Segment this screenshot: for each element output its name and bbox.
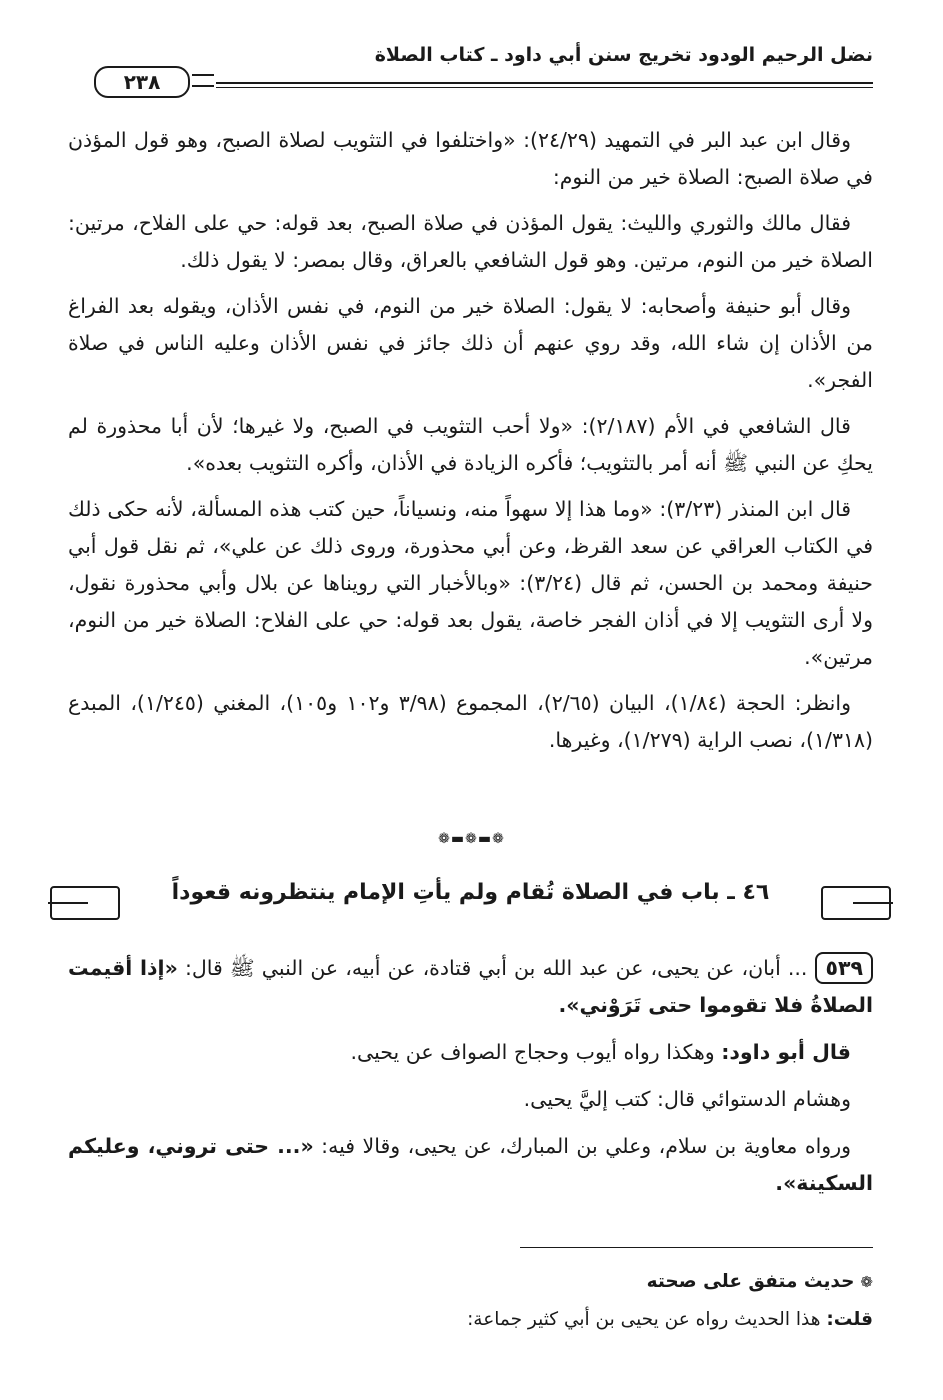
- commentary-text: [68, 122, 873, 768]
- paragraph-ibn-abd-al-barr: وقال ابن عبد البر في التمهيد (٢٤/٢٩): «واختلفوا في التثويب لصلاة الصبح، وهو قول المؤذن في صلاة الصبح: الصلاة خير من النوم:: [68, 128, 873, 189]
- muawiya-matn: «... حتى تروني، وعليكم السكينة».: [68, 1134, 873, 1195]
- qult-label: قلت:: [826, 1309, 873, 1330]
- paragraph-references: وانظر: الحجة (١/٨٤)، البيان (٢/٦٥)، المجموع (٣/٩٨ و١٠٢ و١٠٥)، المغني (١/٢٤٥)، المبدع (١/٣١٨)، نصب الراية (١/٢٧٩)، وغيرها.: [68, 691, 873, 752]
- page-number-frame: [68, 64, 216, 104]
- footnote-rule: [520, 1247, 873, 1248]
- footnote-agreed: [68, 1265, 873, 1299]
- page-number: ٢٣٨: [94, 66, 190, 98]
- paragraph-ibn-al-mundhir: قال ابن المنذر (٣/٢٣): «وما هذا إلا سهواً منه، ونسياناً، حين كتب هذه المسألة، لأنه حكى ذلك في الكتاب العراقي عن سعد القرظ، وعن أبي محذورة، وروى ذلك عن علي»، ثم نقل قول أبي حنيفة ومحمد بن الحسن، ثم قال (٣/٢٤): «وبالأخبار التي رويناها عن بلال وأبي محذورة نقول، ولا أرى التثويب إلا في أذان الفجر خاصة، يقول بعد قوله: حي على الفلاح: الصلاة خير من النوم، مرتين».: [68, 497, 873, 669]
- muawiya-note: [68, 1128, 873, 1202]
- footnote-qult: [68, 1303, 873, 1337]
- chapter-ornament-right-icon: [821, 886, 891, 920]
- abu-dawud-text: وهكذا رواه أيوب وحجاج الصواف عن يحيى.: [350, 1040, 722, 1064]
- bullet-ornament-icon: ❁: [860, 1273, 873, 1291]
- paragraph-shafii: قال الشافعي في الأم (٢/١٨٧): «ولا أحب التثويب في الصبح، ولا غيرها؛ لأن أبا محذورة لم يحكِ عن النبي ﷺ أنه أمر بالتثويب؛ فأكره الزيادة في الأذان، وأكره التثويب بعده».: [68, 414, 873, 475]
- qult-text: هذا الحديث رواه عن يحيى بن أبي كثير جماعة:: [467, 1309, 827, 1330]
- paragraph-malik: فقال مالك والثوري والليث: يقول المؤذن في صلاة الصبح، بعد قوله: حي على الفلاح، مرتين: الصلاة خير من النوم، مرتين. وهو قول الشافعي بالعراق، وقال بمصر: لا يقول ذلك.: [68, 211, 873, 272]
- hadith-text: [68, 950, 873, 1024]
- footnote-agreed-text: حديث متفق على صحته: [646, 1271, 855, 1292]
- paragraph-abu-hanifa: وقال أبو حنيفة وأصحابه: لا يقول: الصلاة خير من النوم، في نفس الأذان، ويقوله بعد الفراغ من الأذان إن شاء الله، وقد روي عنهم أن ذلك جائز في نفس الأذان وعليه الناس في صلاة الفجر».: [68, 294, 873, 392]
- abu-dawud-label: قال أبو داود:: [721, 1040, 851, 1064]
- hadith-chain: ... أبان، عن يحيى، عن عبد الله بن أبي قتادة، عن أبيه، عن النبي ﷺ قال:: [177, 956, 808, 980]
- hadith-number: ٥٣٩: [815, 952, 873, 984]
- page-header: [68, 44, 873, 102]
- hadith-matn: «إذا أقيمت الصلاةُ فلا تقوموا حتى تَرَوْني».: [68, 956, 873, 1017]
- section-separator: ❁▬❁▬❁: [438, 831, 505, 847]
- page-number-ornament: [192, 74, 214, 87]
- hadith-block: [68, 950, 873, 1212]
- muawiya-chain: ورواه معاوية بن سلام، وعلي بن المبارك، عن يحيى، وقالا فيه:: [313, 1134, 852, 1158]
- chapter-heading: [50, 880, 891, 930]
- chapter-title: ٤٦ ـ باب في الصلاة تُقام ولم يأتِ الإمام ينتظرونه قعوداً: [171, 880, 770, 905]
- footnotes: [68, 1265, 873, 1341]
- running-title: نضل الرحيم الودود تخريج سنن أبي داود ـ كتاب الصلاة: [374, 44, 873, 66]
- hisham-note: وهشام الدستوائي قال: كتب إليَّ يحيى.: [523, 1087, 851, 1111]
- abu-dawud-note: [68, 1034, 873, 1071]
- chapter-ornament-left-icon: [50, 886, 120, 920]
